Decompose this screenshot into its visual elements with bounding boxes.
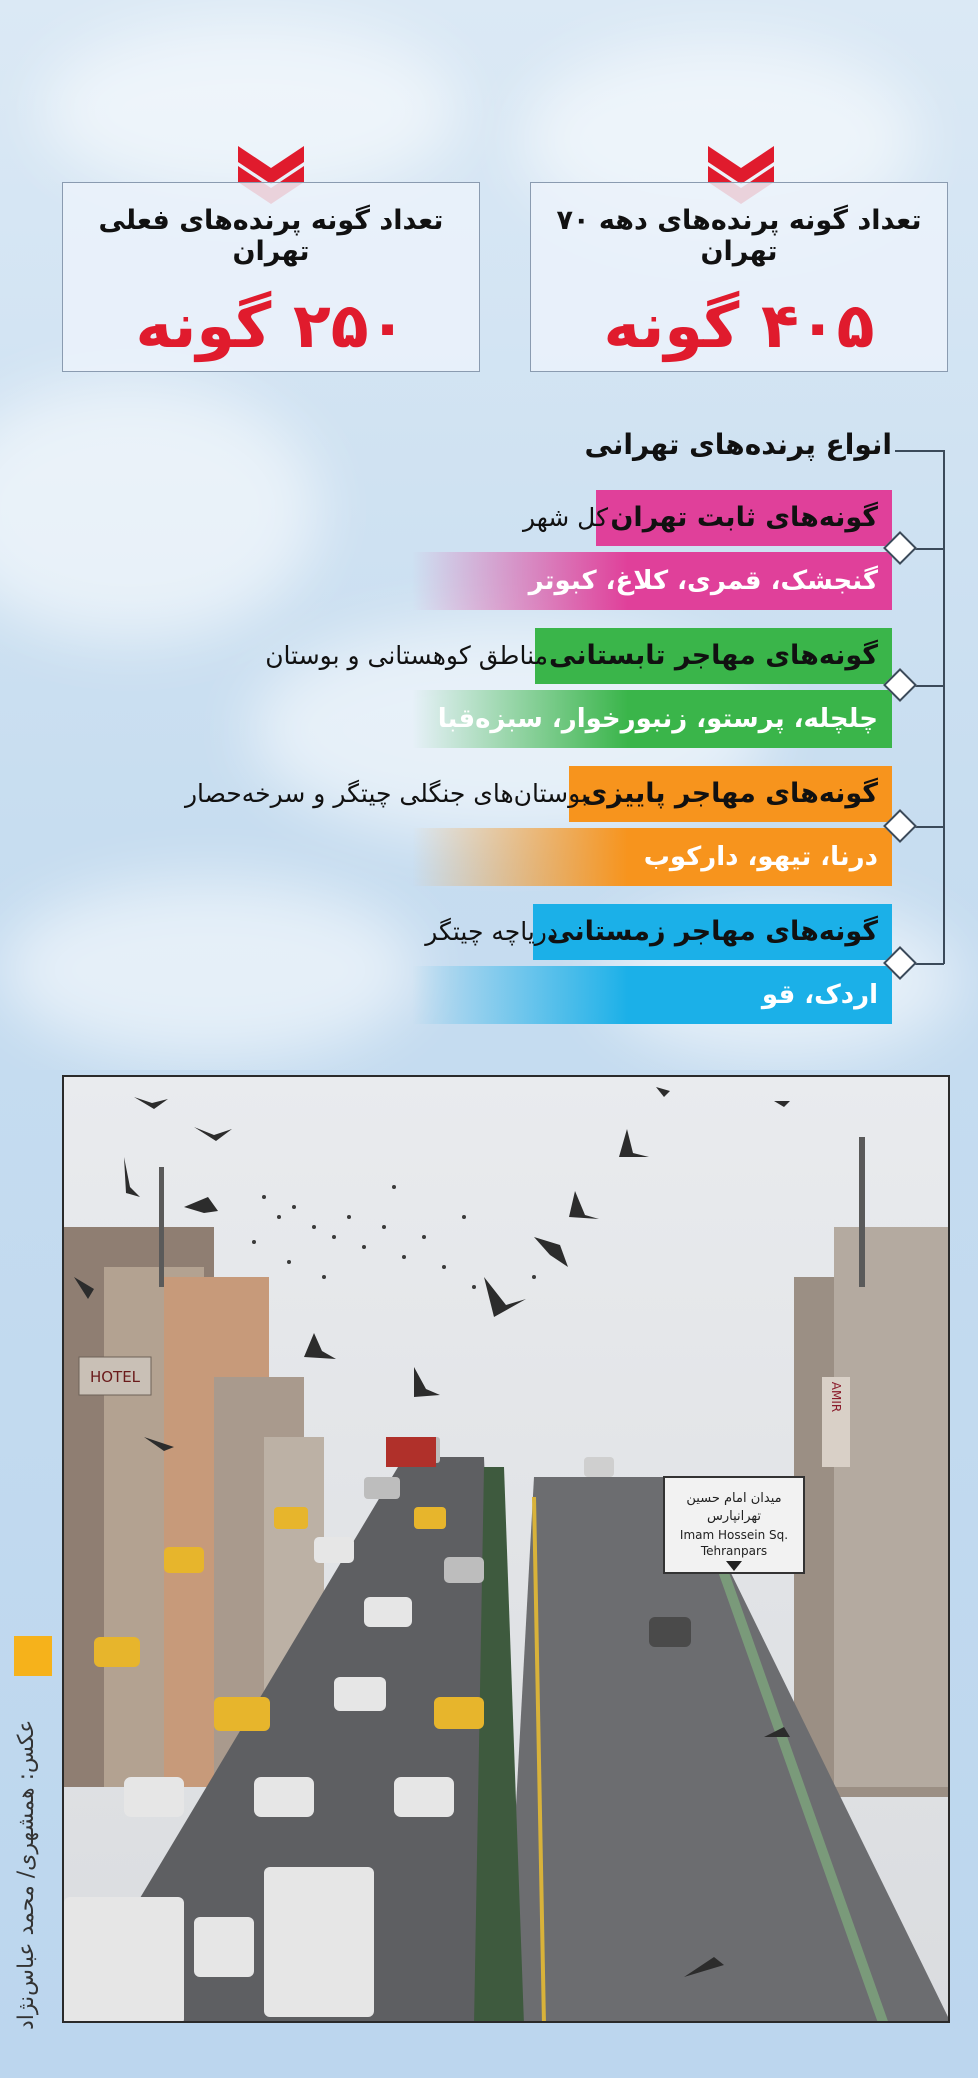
category-species: گنجشک، قمری، کلاغ، کبوتر (412, 552, 892, 610)
photo-credit: عکس: همشهری/ محمد عباس‌نژاد (14, 1719, 39, 2030)
stat-1990s-species (530, 182, 948, 372)
category-label-resident: گونه‌های ثابت تهران (596, 490, 892, 546)
category-place: بوستان‌های جنگلی چیتگر و سرخه‌حصار (184, 779, 588, 808)
stat-value: ۴۰۵ گونه (603, 289, 875, 362)
street-scene (64, 1077, 950, 2023)
category-species: چلچله، پرستو، زنبورخوار، سبزه‌قبا (412, 690, 892, 748)
bracket-vertical (943, 450, 945, 964)
stat-current-species (62, 182, 480, 372)
credit-accent-bar (14, 1636, 52, 1676)
road-sign-fa-2: تهرانپارس (706, 1509, 762, 1524)
street-photo (62, 1075, 950, 2023)
section-heading: انواع پرنده‌های تهرانی (584, 428, 892, 461)
stat-title: تعداد گونه پرنده‌های فعلی تهران (98, 205, 444, 267)
road-sign-fa-1: میدان امام حسین (686, 1491, 782, 1506)
category-label-winter: گونه‌های مهاجر زمستانی (533, 904, 892, 960)
category-label-autumn: گونه‌های مهاجر پاییزی (569, 766, 892, 822)
category-place: کل شهر (522, 503, 608, 532)
stat-title: تعداد گونه پرنده‌های دهه ۷۰ تهران (556, 205, 922, 267)
hotel-sign: HOTEL (89, 1368, 141, 1386)
road-sign-en-1: Imam Hossein Sq. (679, 1528, 789, 1542)
building-sign: AMIR (829, 1381, 843, 1413)
stat-value: ۲۵۰ گونه (135, 289, 407, 362)
category-species: درنا، تیهو، دارکوب (412, 828, 892, 886)
category-place: مناطق کوهستانی و بوستان (265, 641, 548, 670)
road-sign-en-2: Tehranpars (700, 1544, 768, 1558)
bracket-top (895, 450, 945, 452)
category-species: اردک، قو (412, 966, 892, 1024)
category-label-summer: گونه‌های مهاجر تابستانی (535, 628, 892, 684)
category-place: دریاچه چیتگر (425, 917, 558, 946)
